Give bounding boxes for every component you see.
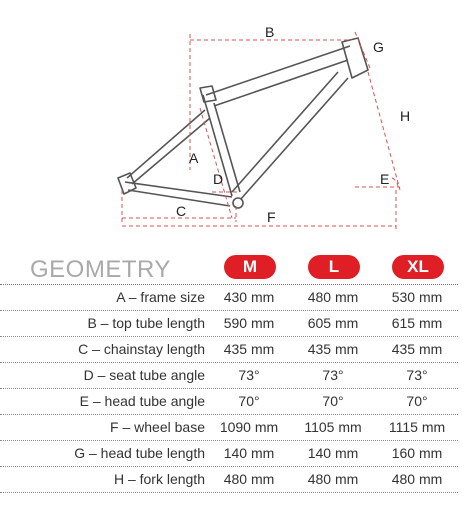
row-label: B – top tube length bbox=[87, 315, 205, 331]
table-row bbox=[0, 285, 458, 311]
frame-drawing bbox=[0, 0, 468, 250]
label-c: C bbox=[176, 203, 187, 219]
value-l: 73° bbox=[322, 367, 344, 383]
value-xl: 530 mm bbox=[391, 289, 443, 305]
label-h: H bbox=[400, 108, 411, 124]
row-label: F – wheel base bbox=[110, 419, 205, 435]
table-row bbox=[0, 467, 458, 493]
table-row bbox=[0, 389, 458, 415]
value-xl: 615 mm bbox=[391, 315, 443, 331]
value-xl: 73° bbox=[406, 367, 428, 383]
table-row bbox=[0, 337, 458, 363]
bike-frame bbox=[118, 38, 368, 206]
value-l: 480 mm bbox=[307, 471, 359, 487]
size-badge-xl: XL bbox=[392, 255, 444, 279]
geometry-table bbox=[0, 250, 468, 512]
value-m: 73° bbox=[238, 367, 260, 383]
bottom-bracket bbox=[233, 198, 243, 208]
size-badge-l: L bbox=[308, 255, 360, 279]
label-f: F bbox=[267, 209, 276, 225]
geometry-header bbox=[0, 250, 468, 284]
value-l: 1105 mm bbox=[304, 419, 362, 435]
row-label: D – seat tube angle bbox=[83, 367, 205, 383]
value-l: 70° bbox=[322, 393, 344, 409]
value-m: 140 mm bbox=[223, 445, 275, 461]
value-m: 430 mm bbox=[223, 289, 275, 305]
value-xl: 1115 mm bbox=[388, 419, 446, 435]
value-m: 435 mm bbox=[223, 341, 275, 357]
label-a: A bbox=[189, 150, 199, 166]
value-xl: 480 mm bbox=[391, 471, 443, 487]
label-b: B bbox=[265, 24, 275, 40]
value-m: 590 mm bbox=[223, 315, 275, 331]
row-label: C – chainstay length bbox=[78, 341, 205, 357]
label-e: E bbox=[380, 171, 390, 187]
value-l: 480 mm bbox=[307, 289, 359, 305]
label-d: D bbox=[213, 171, 224, 187]
row-label: A – frame size bbox=[116, 289, 205, 305]
row-label: H – fork length bbox=[113, 471, 205, 487]
value-m: 1090 mm bbox=[219, 419, 279, 435]
table-row bbox=[0, 415, 458, 441]
table-row bbox=[0, 311, 458, 337]
table-row bbox=[0, 441, 458, 467]
value-xl: 435 mm bbox=[391, 341, 443, 357]
frame-geometry-diagram bbox=[0, 0, 468, 250]
value-l: 605 mm bbox=[307, 315, 359, 331]
value-l: 435 mm bbox=[307, 341, 359, 357]
label-g: G bbox=[373, 39, 384, 55]
value-xl: 160 mm bbox=[391, 445, 443, 461]
value-xl: 70° bbox=[406, 393, 428, 409]
row-label: E – head tube angle bbox=[79, 393, 205, 409]
dimension-lines bbox=[122, 32, 400, 230]
size-badge-m: M bbox=[224, 255, 276, 279]
value-m: 480 mm bbox=[223, 471, 275, 487]
row-label: G – head tube length bbox=[74, 445, 205, 461]
table-row bbox=[0, 363, 458, 389]
geometry-title: GEOMETRY bbox=[30, 256, 171, 283]
value-l: 140 mm bbox=[307, 445, 359, 461]
value-m: 70° bbox=[238, 393, 260, 409]
